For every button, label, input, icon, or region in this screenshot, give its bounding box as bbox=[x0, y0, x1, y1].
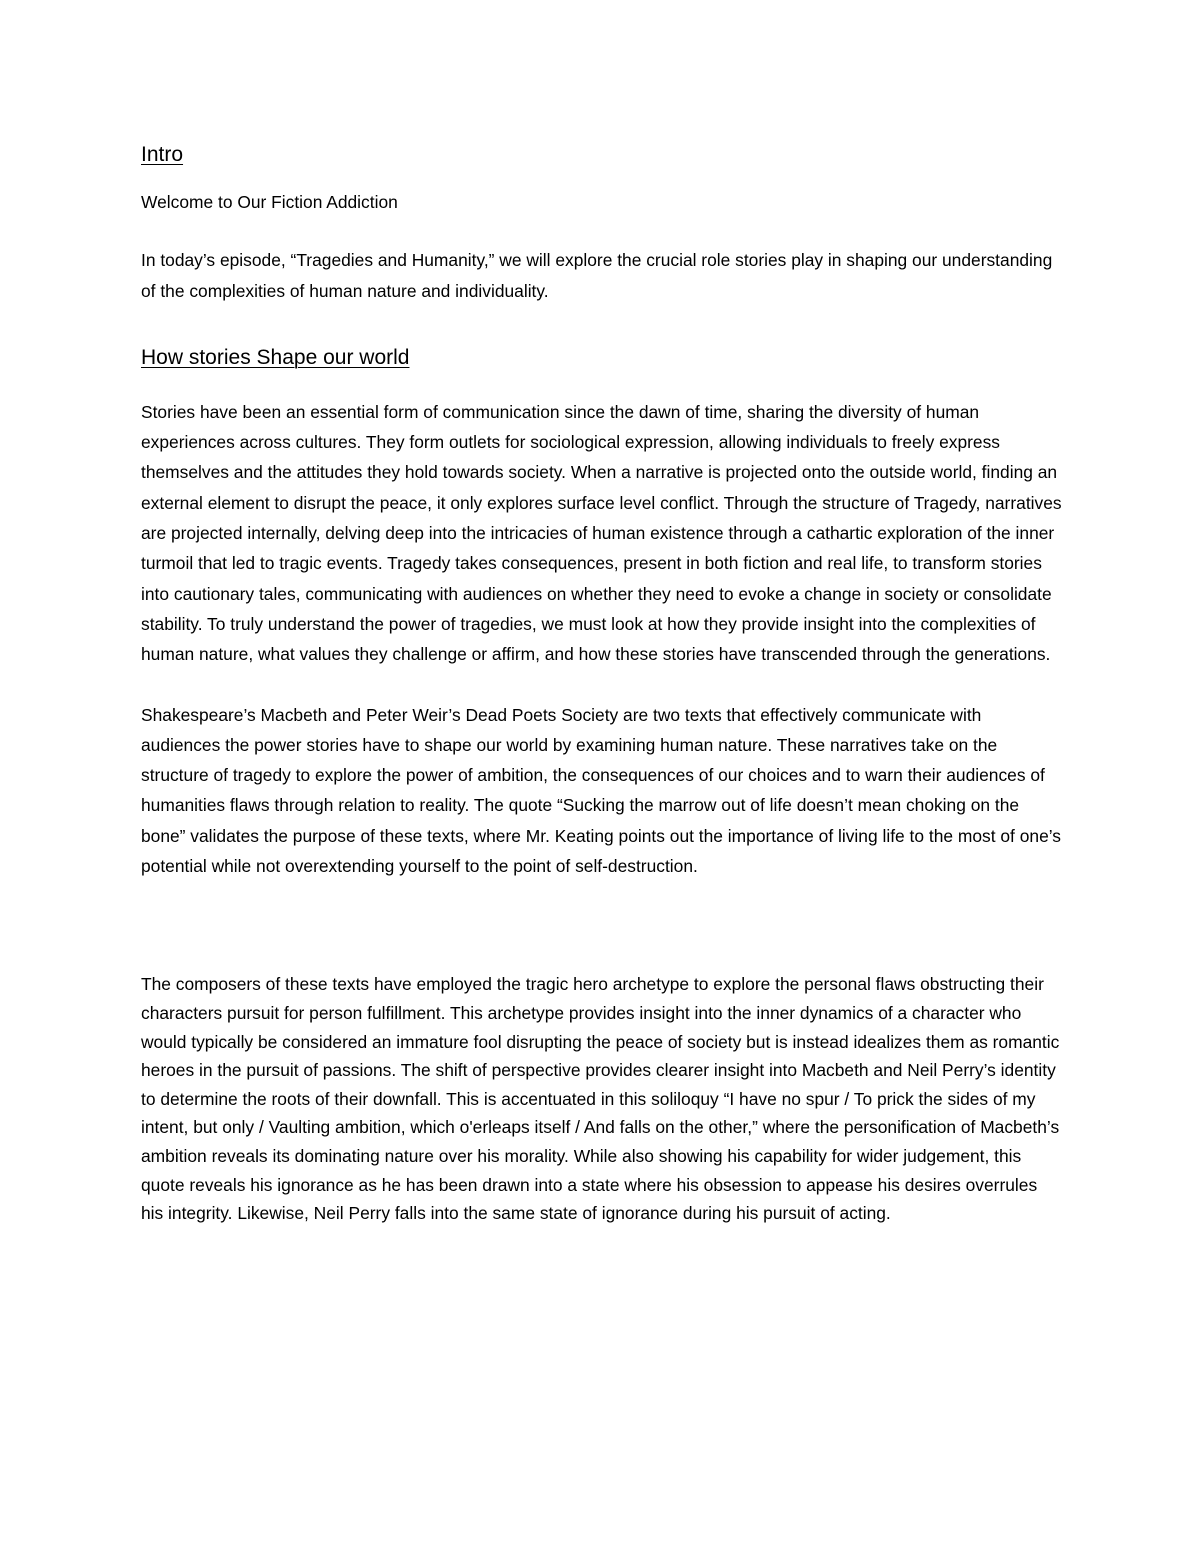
paragraph-episode: In today’s episode, “Tragedies and Humanity,” we will explore the crucial role stories play in shaping our understanding of the complexities of human nature and individuality. bbox=[141, 250, 1053, 301]
paragraph-composers: The composers of these texts have employed the tragic hero archetype to explore the personal flaws obstructing their characters pursuit for person fulfillment. This archetype provides insight into the inner dynamics of a character who would typically be considered an immature fool disrupting the peace of society but is instead idealizes them as romantic heroes in the pursuit of passions. The shift of perspective provides clearer insight into Macbeth and Neil Perry’s identity to determine the roots of their downfall. This is accentuated in this soliloquy “I have no spur / To prick the sides of my intent, but only / Vaulting ambition, which o'erleaps itself / And falls on the other,” where the personification of Macbeth’s ambition reveals its dominating nature over his morality. While also showing his capability for wider judgement, this quote reveals his ignorance as he has been drawn into a state where his obsession to appease his desires overrules his integrity. Likewise, Neil Perry falls into the same state of ignorance during his pursuit of acting. bbox=[141, 974, 1060, 1224]
paragraph-stories: Stories have been an essential form of communication since the dawn of time, sharing the diversity of human experiences across cultures. They form outlets for sociological expression, allowing individuals to freely express themselves and the attitudes they hold towards society. When a narrative is projected onto the outside world, finding an external element to disrupt the peace, it only explores surface level conflict. Through the structure of Tragedy, narratives are projected internally, delving deep into the intricacies of human existence through a cathartic exploration of the inner turmoil that led to tragic events. Tragedy takes consequences, present in both fiction and real life, to transform stories into cautionary tales, communicating with audiences on whether they need to evoke a change in society or consolidate stability. To truly understand the power of tragedies, we must look at how they provide insight into the complexities of human nature, what values they challenge or affirm, and how these stories have transcended through the generations. bbox=[141, 401, 1062, 665]
heading-intro: Intro bbox=[141, 143, 184, 166]
document-body bbox=[141, 140, 1063, 1228]
heading-how-stories-shape: How stories Shape our world bbox=[141, 345, 410, 369]
paragraph-welcome: Welcome to Our Fiction Addiction bbox=[141, 192, 398, 212]
paragraph-shakespeare: Shakespeare’s Macbeth and Peter Weir’s Dead Poets Society are two texts that effectively communicate with audiences the power stories have to shape our world by examining human nature. These narratives take on the structure of tragedy to explore the power of ambition, the consequences of our choices and to warn their audiences of humanities flaws through relation to reality. The quote “Sucking the marrow out of life doesn’t mean choking on the bone” validates the purpose of these texts, where Mr. Keating points out the importance of living life to the most of one’s potential while not overextending yourself to the point of self-destruction. bbox=[141, 704, 1061, 877]
